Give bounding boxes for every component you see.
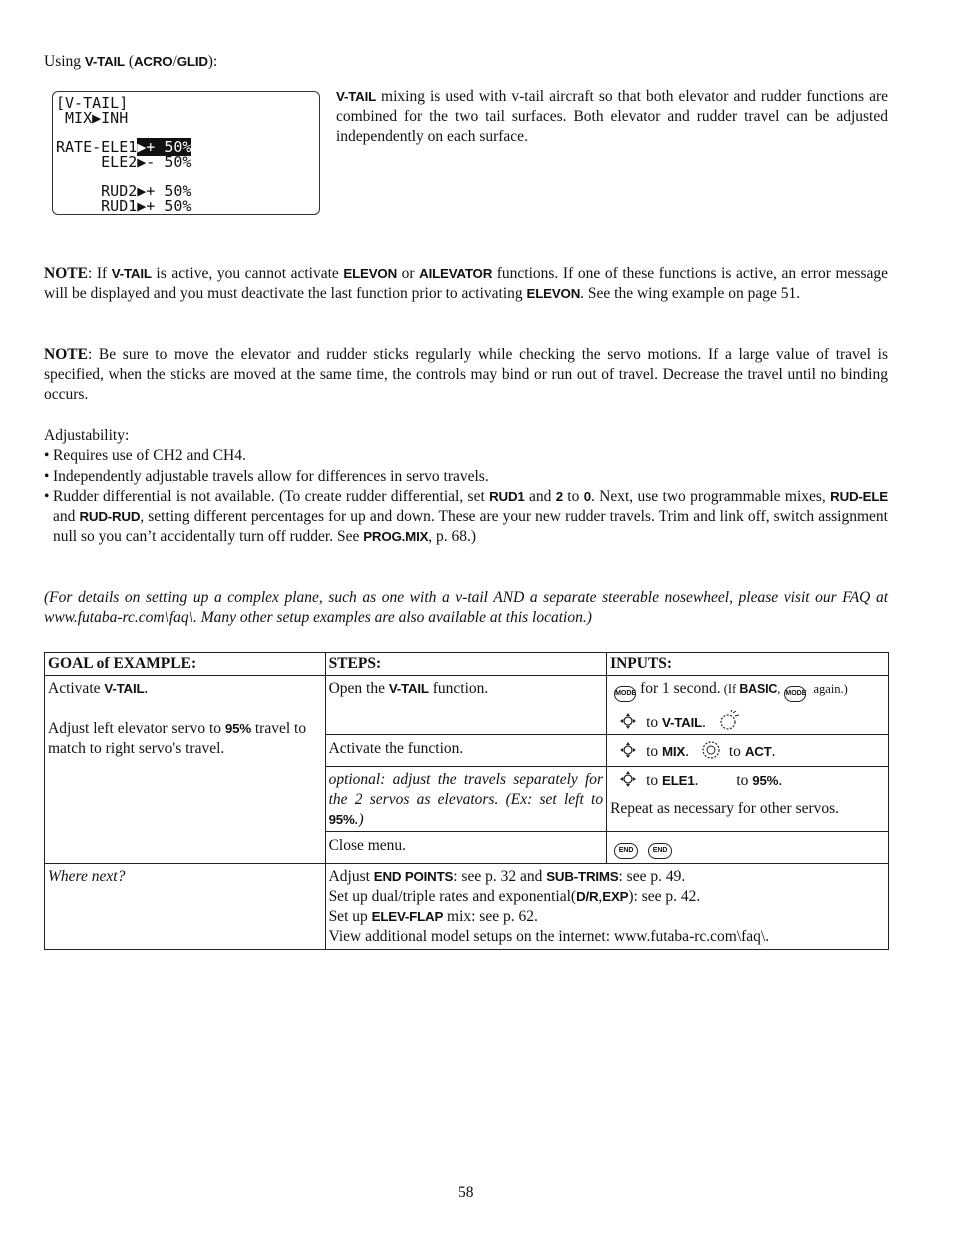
next-text: ): see p. 42. (628, 888, 701, 905)
note-binding (44, 345, 888, 406)
next-text: View additional model setups on the internet: www.futaba-rc.com\faq\. (328, 928, 770, 945)
lcd-ele2-label: ELE2 (56, 153, 138, 171)
next-text: : see p. 49. (618, 868, 686, 885)
vtail-description (336, 87, 888, 148)
intro-line (44, 52, 217, 72)
input-optional (607, 767, 889, 832)
b3-text: . Next, use two programmable mixes, (590, 488, 831, 505)
input-repeat: Repeat as necessary for other servos. (610, 800, 840, 817)
goal-cell (45, 676, 326, 864)
kw-rud-rud: RUD-RUD (79, 509, 141, 525)
goal-text: Adjust left elevator servo to (48, 720, 225, 737)
intro-close: ): (207, 53, 218, 70)
b3-text: Rudder differential is not available. (To create rudder differential, set (53, 488, 490, 505)
end-button-icon: END (648, 843, 672, 859)
note-elevon (44, 264, 888, 304)
kw-vtail: V-TAIL (111, 266, 152, 281)
kw-prog-mix: PROG.MIX (363, 529, 429, 545)
intro-text: Using (44, 53, 85, 70)
note1-text: functions. If one of these functions is active, an error message will be displayed and you must deactivate the last function prior to activating (44, 265, 888, 303)
kw-vtail: V-TAIL (662, 715, 703, 730)
lcd-rud2-label: RUD2 (56, 182, 138, 200)
input-text: , (777, 682, 781, 696)
kw-elev-flap: ELEV-FLAP (371, 909, 444, 924)
kw-ele1: ELE1 (662, 773, 695, 788)
step-text: .) (354, 811, 364, 828)
note1-text: is active, you cannot activate (151, 265, 344, 282)
kw-95: 95% (328, 812, 355, 827)
input-text: to (728, 743, 745, 760)
dial-press-icon (716, 710, 740, 732)
lcd-mix-value: ▶INH (92, 109, 129, 127)
where-next-steps (325, 864, 888, 950)
step-optional (325, 767, 607, 832)
bullet-text: Requires use of CH2 and CH4. (53, 447, 246, 464)
bullet-text (53, 487, 888, 548)
faq-note: (For details on setting up a complex plane, such as one with a v-tail AND a separate steerable nosewheel, please visit our FAQ at www.futaba-rc.com\faq\. Many other setup examples are also available at this location.) (44, 589, 888, 627)
page-number: 58 (458, 1184, 474, 1201)
step-text: optional: adjust the travels separately for the 2 servos as elevators. (Ex: set left to (328, 771, 604, 808)
note1-text: . See the wing example on page 51. (580, 285, 801, 303)
kw-act: ACT (744, 744, 772, 759)
table-row (45, 864, 889, 950)
next-text: , (598, 888, 603, 905)
step-close: Close menu. (325, 832, 607, 864)
bullet-text: Independently adjustable travels allow for differences in servo travels. (53, 468, 489, 485)
cursor-lever-icon (616, 712, 640, 730)
kw-2: 2 (555, 489, 563, 504)
step-text: function. (428, 680, 489, 697)
desc-text: mixing is used with v-tail aircraft so that both elevator and rudder functions are combined for the two tail surfaces. Both elevator and rudder travel can be adjusted independently on each surface. (336, 88, 888, 146)
kw-rud-ele: RUD-ELE (830, 489, 888, 504)
input-close (607, 832, 889, 864)
lcd-rud1-value: ▶+ 50% (137, 197, 192, 215)
kw-elevon: ELEVON (343, 266, 398, 281)
end-button-icon: END (614, 843, 638, 859)
lcd-mix-label: MIX (56, 109, 93, 127)
input-text: for 1 second. (640, 680, 721, 697)
kw-95: 95% (224, 721, 251, 736)
input-open (607, 676, 889, 735)
bullet-glyph: • (44, 468, 50, 485)
input-text: again.) (810, 682, 848, 696)
input-text: . (685, 743, 689, 760)
input-text: to (646, 714, 663, 731)
kw-ailevator: AILEVATOR (419, 266, 493, 281)
lcd-line-title: [V-TAIL] (56, 94, 129, 112)
input-text: . (702, 714, 706, 731)
kw-vtail-desc: V-TAIL (336, 89, 377, 104)
bullet-item (44, 446, 888, 466)
kw-acro: ACRO (133, 54, 173, 69)
kw-glid: GLID (176, 54, 208, 69)
note1-text: or (397, 265, 420, 282)
kw-end-points: END POINTS (373, 869, 454, 884)
step-open (325, 676, 607, 735)
mode-button-icon: MODE (614, 686, 636, 702)
input-text: to (646, 743, 663, 760)
kw-rud1: RUD1 (489, 489, 525, 504)
lcd-ele2-value: ▶- 50% (137, 153, 192, 171)
bullet-glyph: • (44, 488, 50, 505)
steps-table (44, 652, 889, 950)
kw-0: 0 (583, 489, 591, 504)
next-text: Set up (328, 908, 372, 925)
kw-95: 95% (752, 773, 779, 788)
input-text: . (771, 743, 776, 760)
next-text: Set up dual/triple rates and exponential( (328, 888, 577, 905)
lcd-line-ele2 (56, 155, 191, 170)
b3-text: to (562, 488, 584, 505)
lcd-line-rud1 (56, 199, 191, 214)
bullet-item (44, 487, 888, 548)
lcd-screen (52, 91, 320, 215)
lcd-ele1-value: ▶+ 50% (137, 138, 192, 156)
where-next-cell: Where next? (45, 864, 326, 950)
input-text: to (646, 772, 663, 789)
kw-sub-trims: SUB-TRIMS (546, 869, 619, 884)
lcd-line-mix (56, 111, 128, 126)
b3-text: , setting different percentages for up and down. These are your new rudder travels. Trim and link off, switch assignment null so you can’t accidentally turn off rudder. See (53, 508, 888, 546)
kw-mix: MIX (662, 744, 686, 759)
input-text: . (778, 772, 783, 789)
adjustability-heading: Adjustability: (44, 427, 130, 444)
input-text: to (736, 772, 753, 789)
kw-basic: BASIC (739, 682, 778, 696)
note-label: NOTE (44, 265, 88, 282)
header-inputs: INPUTS: (607, 653, 889, 676)
note-label: NOTE (44, 346, 88, 363)
kw-exp: EXP (602, 889, 629, 904)
b3-text: and (524, 488, 556, 505)
table-row (45, 676, 889, 735)
lcd-rud1-label: RUD1 (56, 197, 138, 215)
note2-text: : Be sure to move the elevator and rudder sticks regularly while checking the servo motions. If a large value of travel is specified, when the sticks are moved at the same time, the controls may bind or run out of travel. Decrease the travel until no binding occurs. (44, 346, 888, 404)
kw-vtail: V-TAIL (104, 681, 145, 696)
table-header-row (45, 653, 889, 676)
kw-elevon: ELEVON (526, 286, 581, 302)
kw-dr: D/R (576, 889, 599, 904)
mode-button-icon: MODE (784, 686, 806, 702)
b3-text: and (53, 508, 80, 526)
dial-icon (699, 739, 723, 761)
cursor-lever-icon (616, 770, 640, 788)
next-text: mix: see p. 62. (443, 908, 538, 925)
header-goal: GOAL of EXAMPLE: (45, 653, 326, 676)
bullet-item (44, 467, 888, 487)
step-activate: Activate the function. (325, 735, 607, 767)
intro-slash: / (172, 53, 177, 70)
kw-vtail: V-TAIL (388, 681, 429, 696)
goal-text: . (144, 680, 149, 697)
b3-text: , p. 68.) (428, 528, 477, 546)
intro-paren: ( (124, 53, 134, 70)
lcd-rud2-value: ▶+ 50% (137, 182, 192, 200)
kw-vtail: V-TAIL (84, 54, 125, 69)
header-steps: STEPS: (325, 653, 607, 676)
lcd-ele1-label: RATE-ELE1 (56, 138, 138, 156)
goal-text: travel to match to right servo's travel. (48, 720, 307, 757)
goal-text: Activate (48, 680, 105, 697)
next-text: : see p. 32 and (453, 868, 547, 885)
input-activate (607, 735, 889, 767)
note1-text: : If (87, 265, 112, 282)
input-text: (If (720, 682, 740, 696)
input-text: . (694, 772, 699, 789)
bullet-glyph: • (44, 447, 50, 464)
cursor-lever-icon (616, 741, 640, 759)
next-text: Adjust (328, 868, 374, 885)
step-text: Open the (328, 680, 389, 697)
